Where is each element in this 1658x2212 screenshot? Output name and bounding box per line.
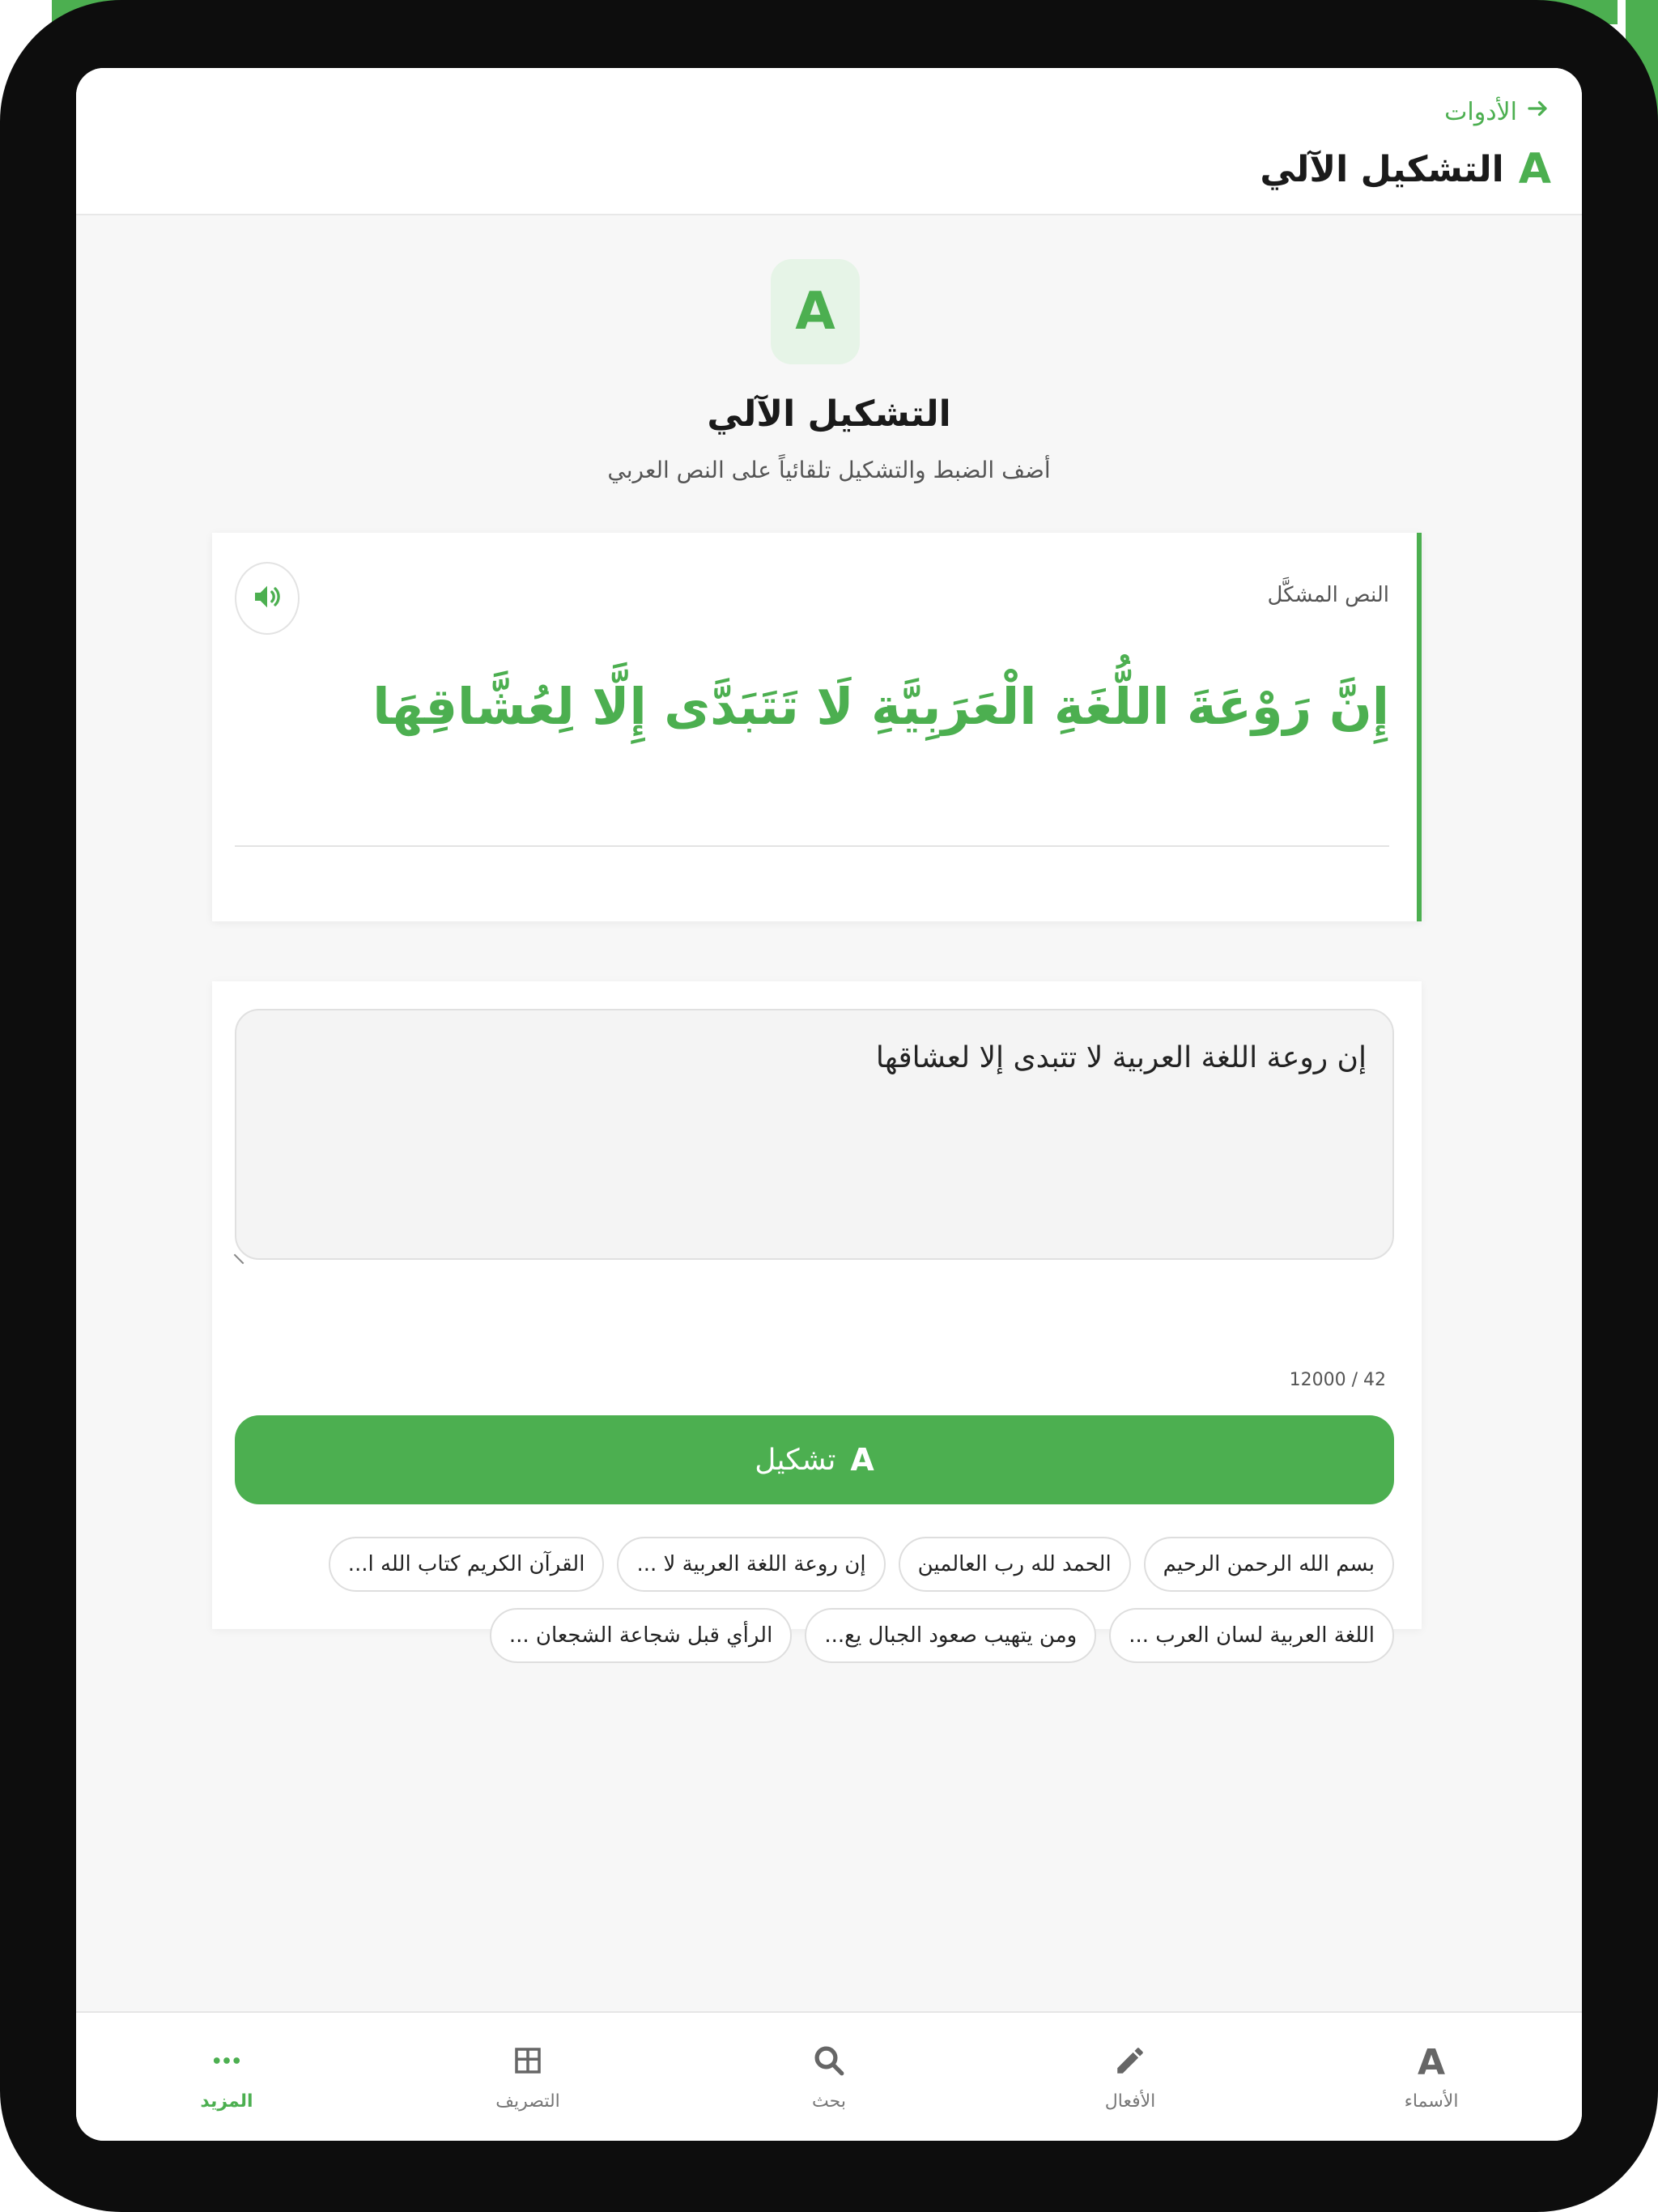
diacritize-button-label: تشكيل — [755, 1443, 836, 1477]
nav-item-search[interactable] — [748, 2043, 910, 2112]
chip-row — [293, 1608, 1394, 1663]
search-icon — [812, 2044, 846, 2082]
tool-title: التشكيل الآلي — [707, 393, 951, 435]
nav-item-label: التصريف — [495, 2091, 560, 2112]
example-chip[interactable]: إن روعة اللغة العربية لا ... — [617, 1537, 885, 1592]
example-chips — [293, 1537, 1394, 1663]
example-chip[interactable]: القرآن الكريم كتاب الله ا... — [329, 1537, 605, 1592]
example-chip[interactable]: بسم الله الرحمن الرحيم — [1144, 1537, 1394, 1592]
example-chip[interactable]: الرأي قبل شجاعة الشجعان ... — [490, 1608, 793, 1663]
example-chip[interactable]: اللغة العربية لسان العرب ... — [1109, 1608, 1394, 1663]
back-to-tools-link[interactable] — [1444, 94, 1550, 130]
arrow-right-icon — [1525, 96, 1550, 127]
nav-item-label: الأفعال — [1104, 2091, 1156, 2112]
tool-letter-a-icon: A — [771, 259, 860, 364]
tool-subtitle: أضف الضبط والتشكيل تلقائياً على النص العربي — [607, 457, 1051, 483]
letter-a-icon: A — [1518, 145, 1551, 194]
result-card — [212, 533, 1422, 921]
nav-item-label: بحث — [812, 2091, 846, 2112]
pencil-icon — [1113, 2044, 1147, 2082]
table-icon — [511, 2044, 545, 2082]
diacritized-text: إِنَّ رَوْعَةَ اللُّغَةِ الْعَرَبِيَّةِ لَا تَتَبَدَّى إِلَّا لِعُشَّاقِهَا — [372, 677, 1389, 736]
page-title-row — [1260, 141, 1551, 198]
nav-item-verbs[interactable] — [1049, 2043, 1211, 2112]
arabic-text-input[interactable] — [235, 1009, 1394, 1260]
example-chip[interactable]: الحمد لله رب العالمين — [899, 1537, 1131, 1592]
nav-item-conjugation[interactable] — [447, 2043, 609, 2112]
speaker-icon — [251, 581, 283, 616]
nav-item-more[interactable] — [146, 2043, 308, 2112]
letter-a-icon: A — [1417, 2042, 1446, 2083]
app-header — [76, 68, 1582, 215]
play-audio-button[interactable] — [235, 562, 300, 635]
more-dots-icon — [210, 2044, 244, 2082]
app-screen — [76, 68, 1582, 2141]
nav-item-names[interactable] — [1350, 2043, 1512, 2112]
page-title: التشكيل الآلي — [1260, 148, 1504, 190]
character-counter: 12000 / 42 — [1289, 1370, 1386, 1390]
chip-row — [293, 1537, 1394, 1592]
result-label: النص المشكَّل — [1267, 583, 1389, 607]
nav-item-label: الأسماء — [1404, 2091, 1459, 2112]
back-link-label: الأدوات — [1444, 97, 1517, 126]
input-card — [212, 981, 1422, 1648]
result-divider — [235, 845, 1389, 847]
example-chip[interactable]: ومن يتهيب صعود الجبال يع... — [805, 1608, 1096, 1663]
nav-item-label: المزيد — [200, 2091, 253, 2112]
letter-a-icon: A — [850, 1442, 874, 1478]
diacritize-button[interactable] — [235, 1415, 1394, 1504]
bottom-navigation — [76, 2011, 1582, 2141]
